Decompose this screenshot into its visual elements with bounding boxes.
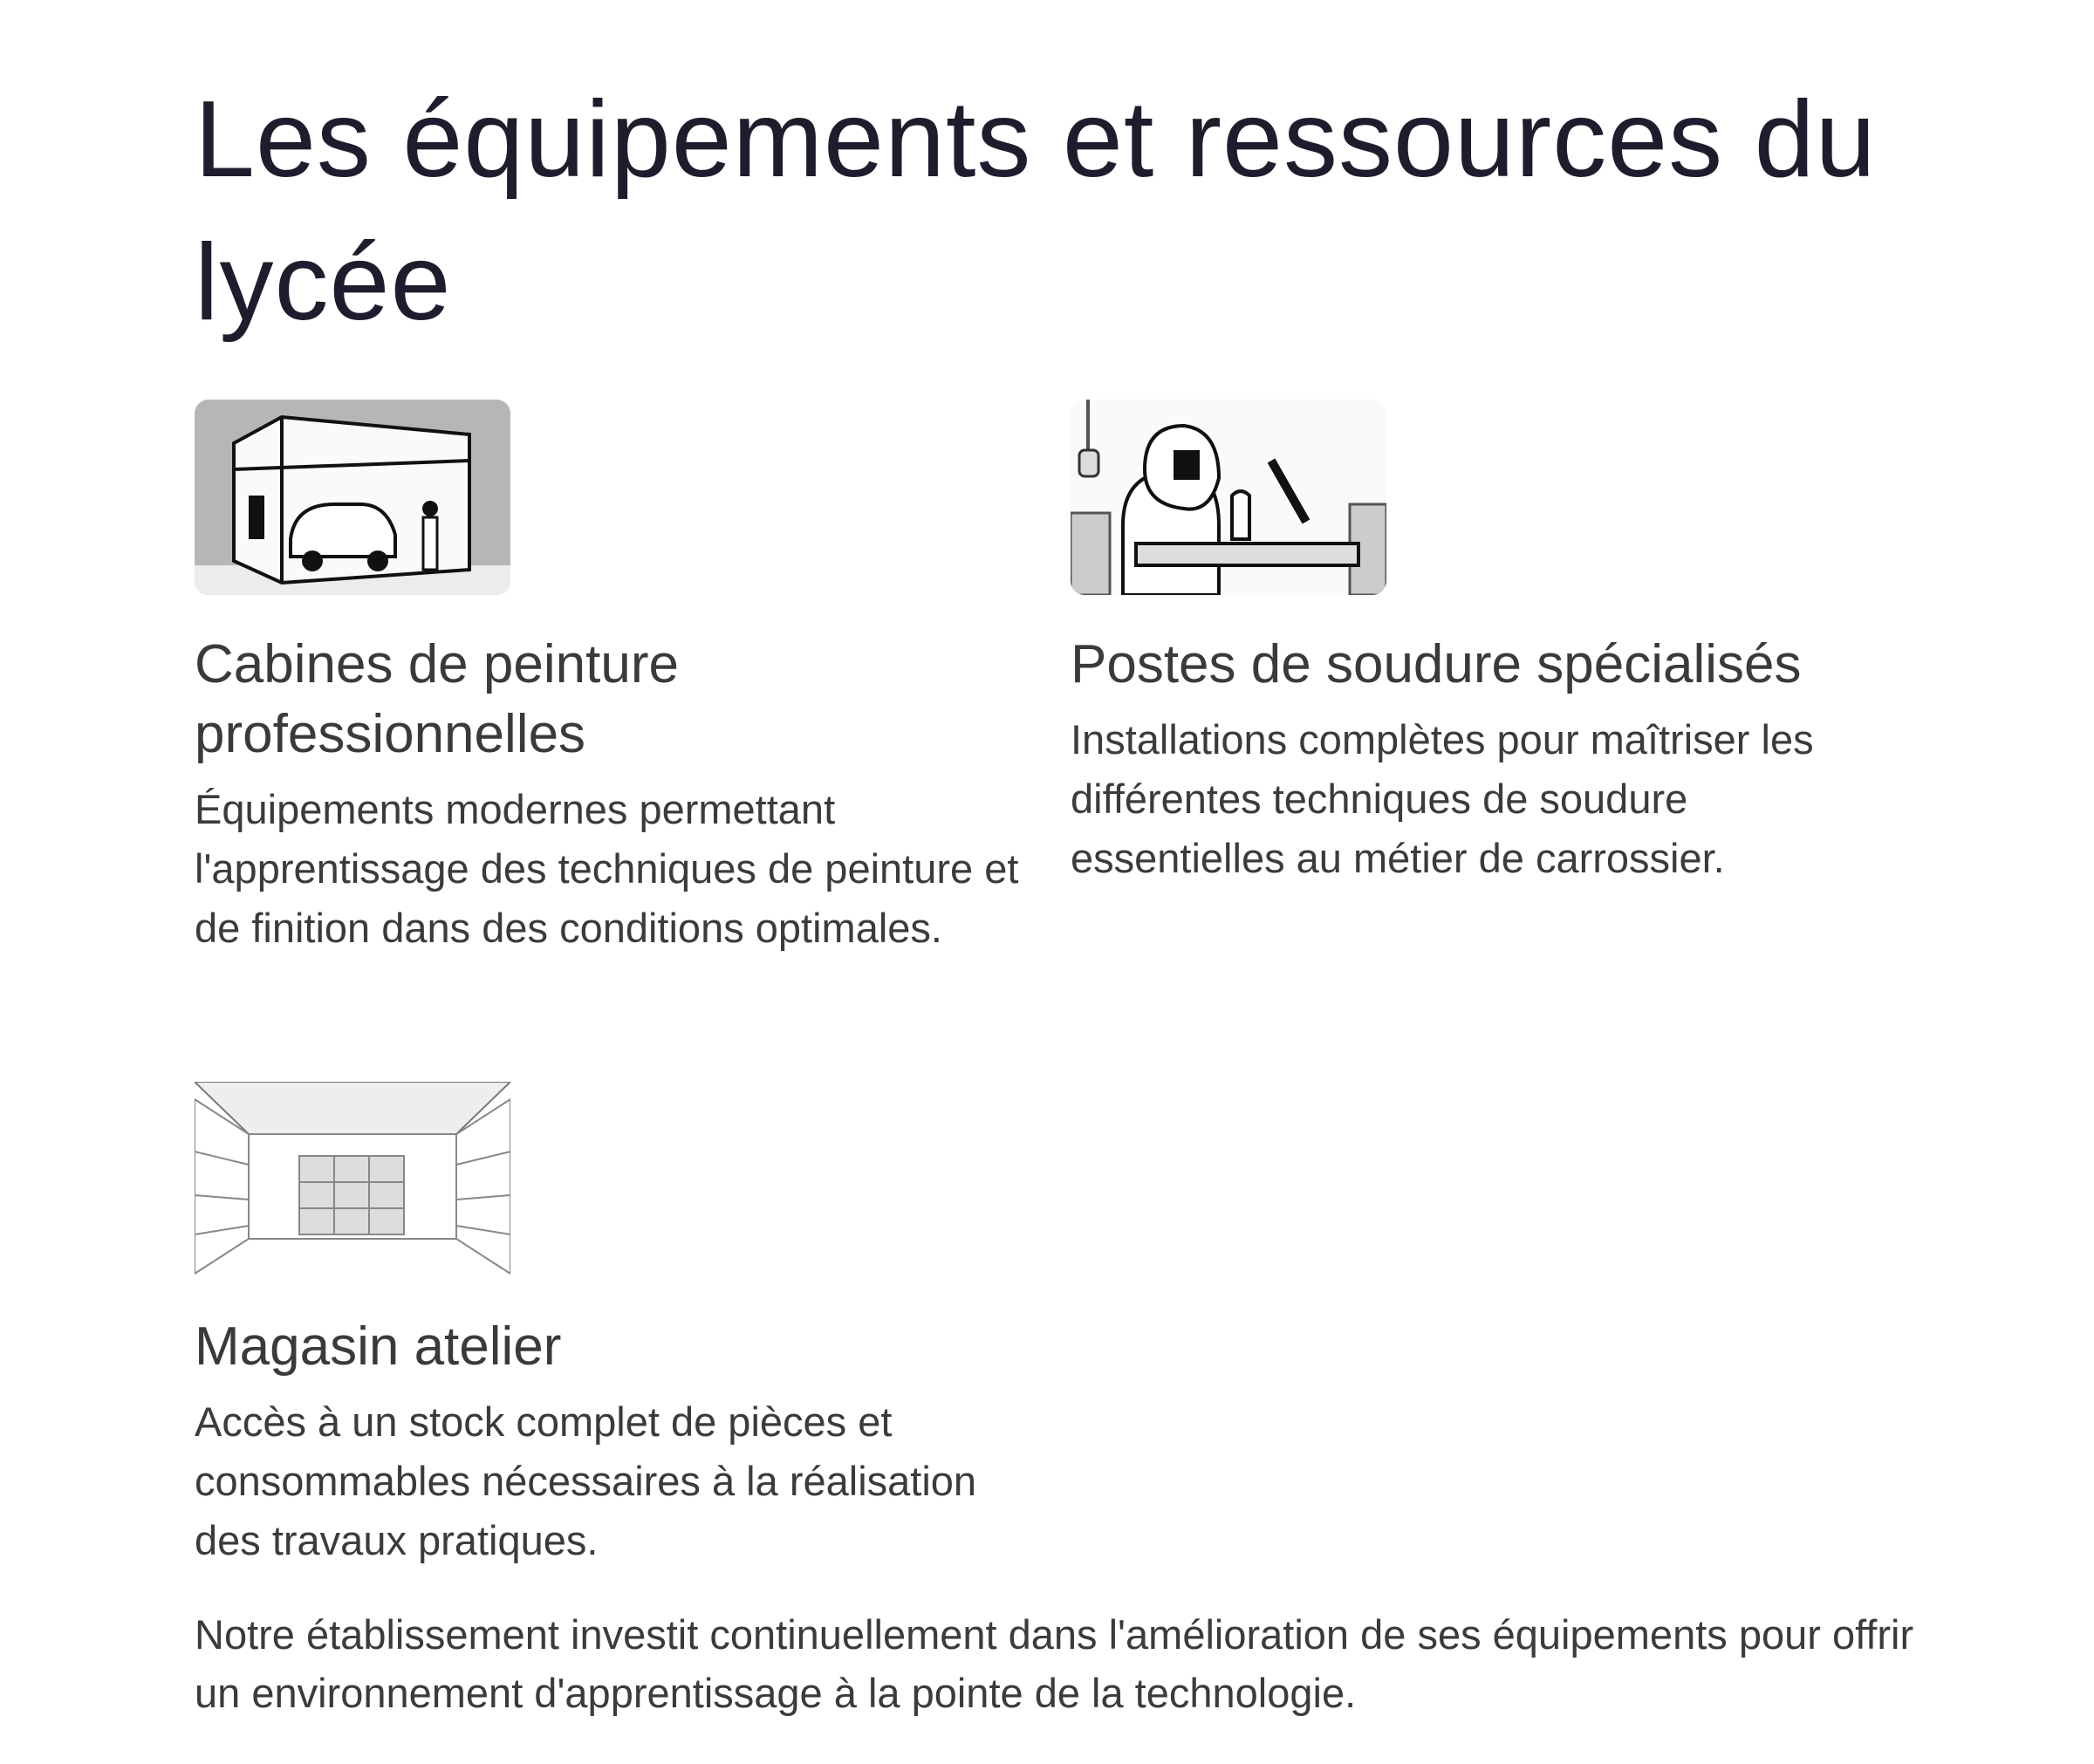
workshop-store-image — [195, 1082, 510, 1277]
card-heading: Cabines de peinture professionnelles — [195, 634, 679, 764]
equipment-card-welding — [1071, 400, 1908, 888]
card-heading: Postes de soudure spécialisés — [1071, 634, 1802, 694]
card-heading: Magasin atelier — [195, 1316, 562, 1377]
closing-paragraph: Notre établissement investit continuellement dans l'amélioration de ses équipements pour offrir un environnement d'apprentissage à la pointe de la technologie. — [195, 1611, 1914, 1716]
card-description: Accès à un stock complet de pièces et consommables nécessaires à la réalisation des travaux pratiques. — [195, 1398, 977, 1563]
card-description: Équipements modernes permettant l'apprentissage des techniques de peinture et de finition dans des conditions optimales. — [195, 786, 1019, 951]
page-title: Les équipements et ressources du lycée — [195, 79, 1877, 343]
welding-station-image — [1071, 400, 1386, 595]
card-description: Installations complètes pour maîtriser les différentes techniques de soudure essentielles au métier de carrossier. — [1071, 716, 1814, 881]
equipment-card-workshop-store — [195, 1082, 1032, 1570]
paint-booth-image — [195, 400, 510, 595]
equipment-card-paint-booth — [195, 400, 1032, 958]
